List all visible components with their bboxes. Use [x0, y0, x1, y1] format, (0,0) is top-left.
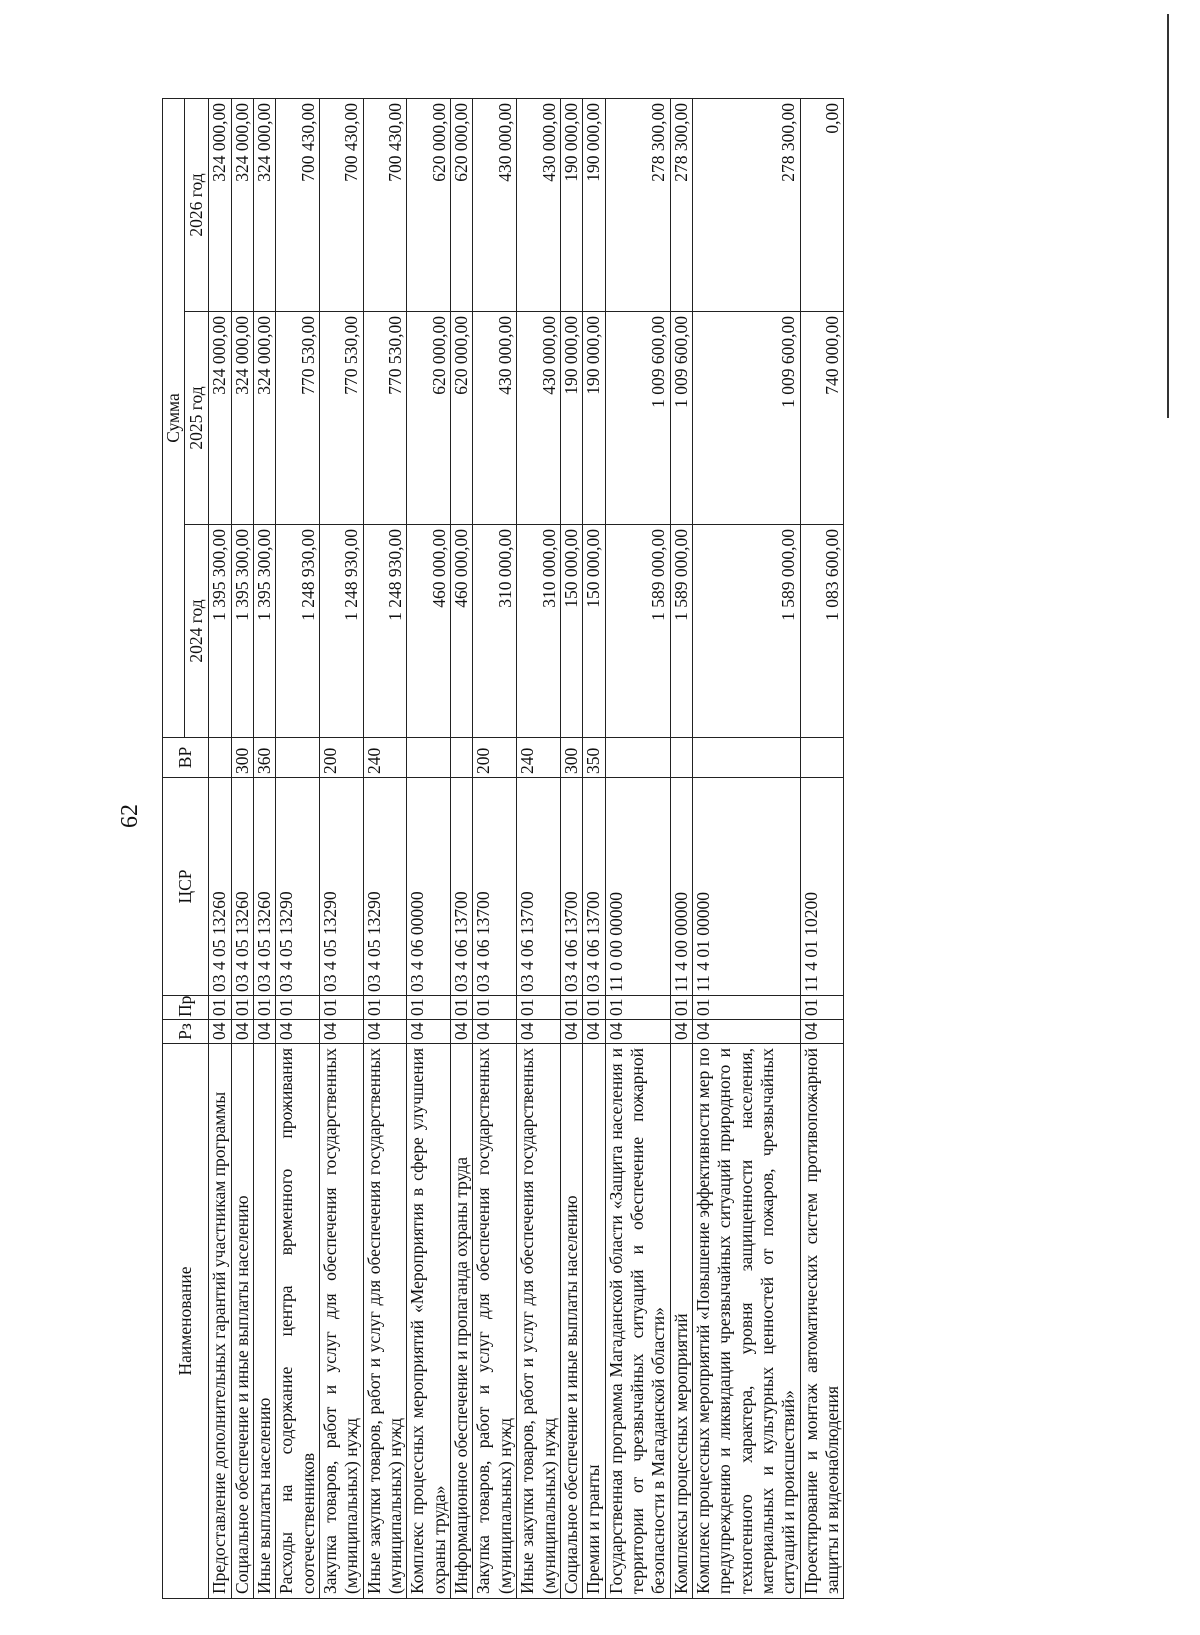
cell-pr: 01	[231, 996, 253, 1020]
cell-pr: 01	[363, 996, 407, 1020]
header-csr: ЦСР	[163, 778, 209, 996]
cell-pr: 01	[451, 996, 473, 1020]
header-sum: Сумма	[163, 99, 185, 738]
cell-name: Комплексы процессных мероприятий	[670, 1044, 692, 1599]
cell-2025: 1 009 600,00	[605, 312, 670, 525]
cell-2026: 190 000,00	[583, 99, 605, 312]
cell-2026: 278 300,00	[605, 99, 670, 312]
cell-2024: 1 248 930,00	[320, 525, 364, 738]
cell-vr	[670, 738, 692, 778]
cell-pr: 01	[670, 996, 692, 1020]
cell-rz: 04	[583, 1020, 605, 1044]
cell-2026: 324 000,00	[209, 99, 231, 312]
cell-2024: 1 395 300,00	[231, 525, 253, 738]
cell-csr: 03 4 05 13260	[254, 778, 276, 996]
table-row	[583, 99, 605, 1599]
cell-2026: 324 000,00	[231, 99, 253, 312]
cell-2026: 620 000,00	[451, 99, 473, 312]
cell-pr: 01	[276, 996, 320, 1020]
cell-rz: 04	[407, 1020, 451, 1044]
header-2025: 2025 год	[185, 312, 209, 525]
header-2026: 2026 год	[185, 99, 209, 312]
cell-2025: 190 000,00	[583, 312, 605, 525]
cell-pr: 01	[692, 996, 800, 1020]
cell-2025: 770 530,00	[320, 312, 364, 525]
cell-vr	[800, 738, 844, 778]
cell-2026: 700 430,00	[363, 99, 407, 312]
cell-2025: 620 000,00	[451, 312, 473, 525]
cell-pr: 01	[583, 996, 605, 1020]
cell-vr: 350	[583, 738, 605, 778]
cell-csr: 03 4 05 13260	[231, 778, 253, 996]
cell-2025: 324 000,00	[231, 312, 253, 525]
cell-rz: 04	[231, 1020, 253, 1044]
cell-rz: 04	[254, 1020, 276, 1044]
cell-rz: 04	[276, 1020, 320, 1044]
table-row	[473, 99, 517, 1599]
cell-2026: 190 000,00	[560, 99, 582, 312]
cell-rz: 04	[451, 1020, 473, 1044]
cell-2025: 324 000,00	[209, 312, 231, 525]
table-row	[560, 99, 582, 1599]
cell-2024: 1 589 000,00	[670, 525, 692, 738]
cell-2026: 620 000,00	[407, 99, 451, 312]
cell-vr: 300	[231, 738, 253, 778]
cell-name: Закупка товаров, работ и услуг для обеспечения государственных (муниципальных) нужд	[320, 1044, 364, 1599]
cell-pr: 01	[605, 996, 670, 1020]
cell-rz: 04	[670, 1020, 692, 1044]
cell-2024: 150 000,00	[583, 525, 605, 738]
cell-vr: 240	[517, 738, 561, 778]
table-row	[605, 99, 670, 1599]
cell-vr	[605, 738, 670, 778]
header-vr: ВР	[163, 738, 209, 778]
cell-csr: 03 4 05 13290	[320, 778, 364, 996]
header-2024: 2024 год	[185, 525, 209, 738]
cell-vr: 200	[320, 738, 364, 778]
table-row	[517, 99, 561, 1599]
rotated-table-area	[162, 99, 1200, 1599]
cell-pr: 01	[209, 996, 231, 1020]
cell-name: Премии и гранты	[583, 1044, 605, 1599]
cell-vr: 300	[560, 738, 582, 778]
header-pr: Пр	[163, 996, 209, 1020]
cell-2026: 700 430,00	[320, 99, 364, 312]
cell-2024: 1 589 000,00	[605, 525, 670, 738]
cell-csr: 03 4 05 13260	[209, 778, 231, 996]
cell-name: Закупка товаров, работ и услуг для обеспечения государственных (муниципальных) нужд	[473, 1044, 517, 1599]
cell-2024: 1 083 600,00	[800, 525, 844, 738]
cell-2026: 430 000,00	[517, 99, 561, 312]
cell-vr	[692, 738, 800, 778]
cell-2025: 1 009 600,00	[692, 312, 800, 525]
budget-table	[162, 98, 844, 1599]
cell-csr: 11 4 01 00000	[692, 778, 800, 996]
table-row	[254, 99, 276, 1599]
table-row	[320, 99, 364, 1599]
cell-pr: 01	[473, 996, 517, 1020]
cell-vr	[209, 738, 231, 778]
table-row	[407, 99, 451, 1599]
cell-csr: 11 4 01 10200	[800, 778, 844, 996]
cell-csr: 11 0 00 00000	[605, 778, 670, 996]
cell-name: Социальное обеспечение и иные выплаты населению	[231, 1044, 253, 1599]
cell-2026: 278 300,00	[670, 99, 692, 312]
cell-2025: 740 000,00	[800, 312, 844, 525]
cell-csr: 03 4 06 13700	[473, 778, 517, 996]
cell-2024: 1 395 300,00	[254, 525, 276, 738]
table-row	[670, 99, 692, 1599]
cell-vr: 200	[473, 738, 517, 778]
cell-rz: 04	[692, 1020, 800, 1044]
cell-2024: 310 000,00	[517, 525, 561, 738]
table-row	[451, 99, 473, 1599]
cell-csr: 03 4 05 13290	[276, 778, 320, 996]
cell-2026: 700 430,00	[276, 99, 320, 312]
cell-pr: 01	[407, 996, 451, 1020]
table-row	[231, 99, 253, 1599]
cell-csr: 03 4 06 00000	[407, 778, 451, 996]
cell-2025: 770 530,00	[363, 312, 407, 525]
cell-pr: 01	[320, 996, 364, 1020]
cell-vr: 240	[363, 738, 407, 778]
table-row	[800, 99, 844, 1599]
cell-csr: 03 4 06 13700	[451, 778, 473, 996]
cell-rz: 04	[473, 1020, 517, 1044]
cell-pr: 01	[560, 996, 582, 1020]
cell-name: Расходы на содержание центра временного проживания соотечественников	[276, 1044, 320, 1599]
cell-rz: 04	[605, 1020, 670, 1044]
table-body	[209, 99, 844, 1599]
cell-vr	[276, 738, 320, 778]
header-name: Наименование	[163, 1044, 209, 1599]
cell-pr: 01	[800, 996, 844, 1020]
cell-2024: 460 000,00	[451, 525, 473, 738]
cell-2025: 1 009 600,00	[670, 312, 692, 525]
cell-name: Иные закупки товаров, работ и услуг для обеспечения государственных (муниципальных) нужд	[363, 1044, 407, 1599]
cell-name: Информационное обеспечение и пропаганда охраны труда	[451, 1044, 473, 1599]
cell-2026: 324 000,00	[254, 99, 276, 312]
cell-rz: 04	[560, 1020, 582, 1044]
cell-2024: 1 248 930,00	[363, 525, 407, 738]
cell-2024: 1 248 930,00	[276, 525, 320, 738]
cell-2025: 620 000,00	[407, 312, 451, 525]
cell-name: Комплекс процессных мероприятий «Мероприятия в сфере улучшения охраны труда»	[407, 1044, 451, 1599]
page-number: 62	[117, 804, 143, 828]
cell-name: Государственная программа Магаданской области «Защита населения и территории от чрезвычайных ситуаций и обеспечение пожарной безопасности в Магаданской области»	[605, 1044, 670, 1599]
cell-vr	[407, 738, 451, 778]
cell-pr: 01	[517, 996, 561, 1020]
cell-name: Иные закупки товаров, работ и услуг для обеспечения государственных (муниципальных) нужд	[517, 1044, 561, 1599]
cell-name: Проектирование и монтаж автоматических систем противопожарной защиты и видеонаблюдения	[800, 1044, 844, 1599]
cell-rz: 04	[800, 1020, 844, 1044]
cell-2025: 190 000,00	[560, 312, 582, 525]
cell-csr: 03 4 05 13290	[363, 778, 407, 996]
cell-2024: 1 589 000,00	[692, 525, 800, 738]
cell-vr	[451, 738, 473, 778]
cell-2026: 430 000,00	[473, 99, 517, 312]
cell-rz: 04	[209, 1020, 231, 1044]
cell-name: Предоставление дополнительных гарантий участникам программы	[209, 1044, 231, 1599]
cell-2024: 1 395 300,00	[209, 525, 231, 738]
table-row	[276, 99, 320, 1599]
cell-rz: 04	[320, 1020, 364, 1044]
table-row	[692, 99, 800, 1599]
cell-2026: 278 300,00	[692, 99, 800, 312]
cell-csr: 11 4 00 00000	[670, 778, 692, 996]
cell-2026: 0,00	[800, 99, 844, 312]
cell-2024: 310 000,00	[473, 525, 517, 738]
cell-2024: 460 000,00	[407, 525, 451, 738]
cell-name: Комплекс процессных мероприятий «Повышение эффективности мер по предупреждению и ликвидации чрезвычайных ситуаций природного и техногенного характера, уровня защищенности населения, материальных и культурных ценностей от пожаров, чрезвычайных ситуаций и происшествий»	[692, 1044, 800, 1599]
cell-pr: 01	[254, 996, 276, 1020]
cell-csr: 03 4 06 13700	[583, 778, 605, 996]
cell-2025: 430 000,00	[517, 312, 561, 525]
cell-csr: 03 4 06 13700	[517, 778, 561, 996]
cell-2025: 324 000,00	[254, 312, 276, 525]
table-row	[363, 99, 407, 1599]
header-rz: Рз	[163, 1020, 209, 1044]
cell-rz: 04	[363, 1020, 407, 1044]
cell-csr: 03 4 06 13700	[560, 778, 582, 996]
table-row	[209, 99, 231, 1599]
cell-name: Иные выплаты населению	[254, 1044, 276, 1599]
cell-rz: 04	[517, 1020, 561, 1044]
cell-2025: 770 530,00	[276, 312, 320, 525]
cell-2025: 430 000,00	[473, 312, 517, 525]
cell-2024: 150 000,00	[560, 525, 582, 738]
cell-name: Социальное обеспечение и иные выплаты населению	[560, 1044, 582, 1599]
cell-vr: 360	[254, 738, 276, 778]
